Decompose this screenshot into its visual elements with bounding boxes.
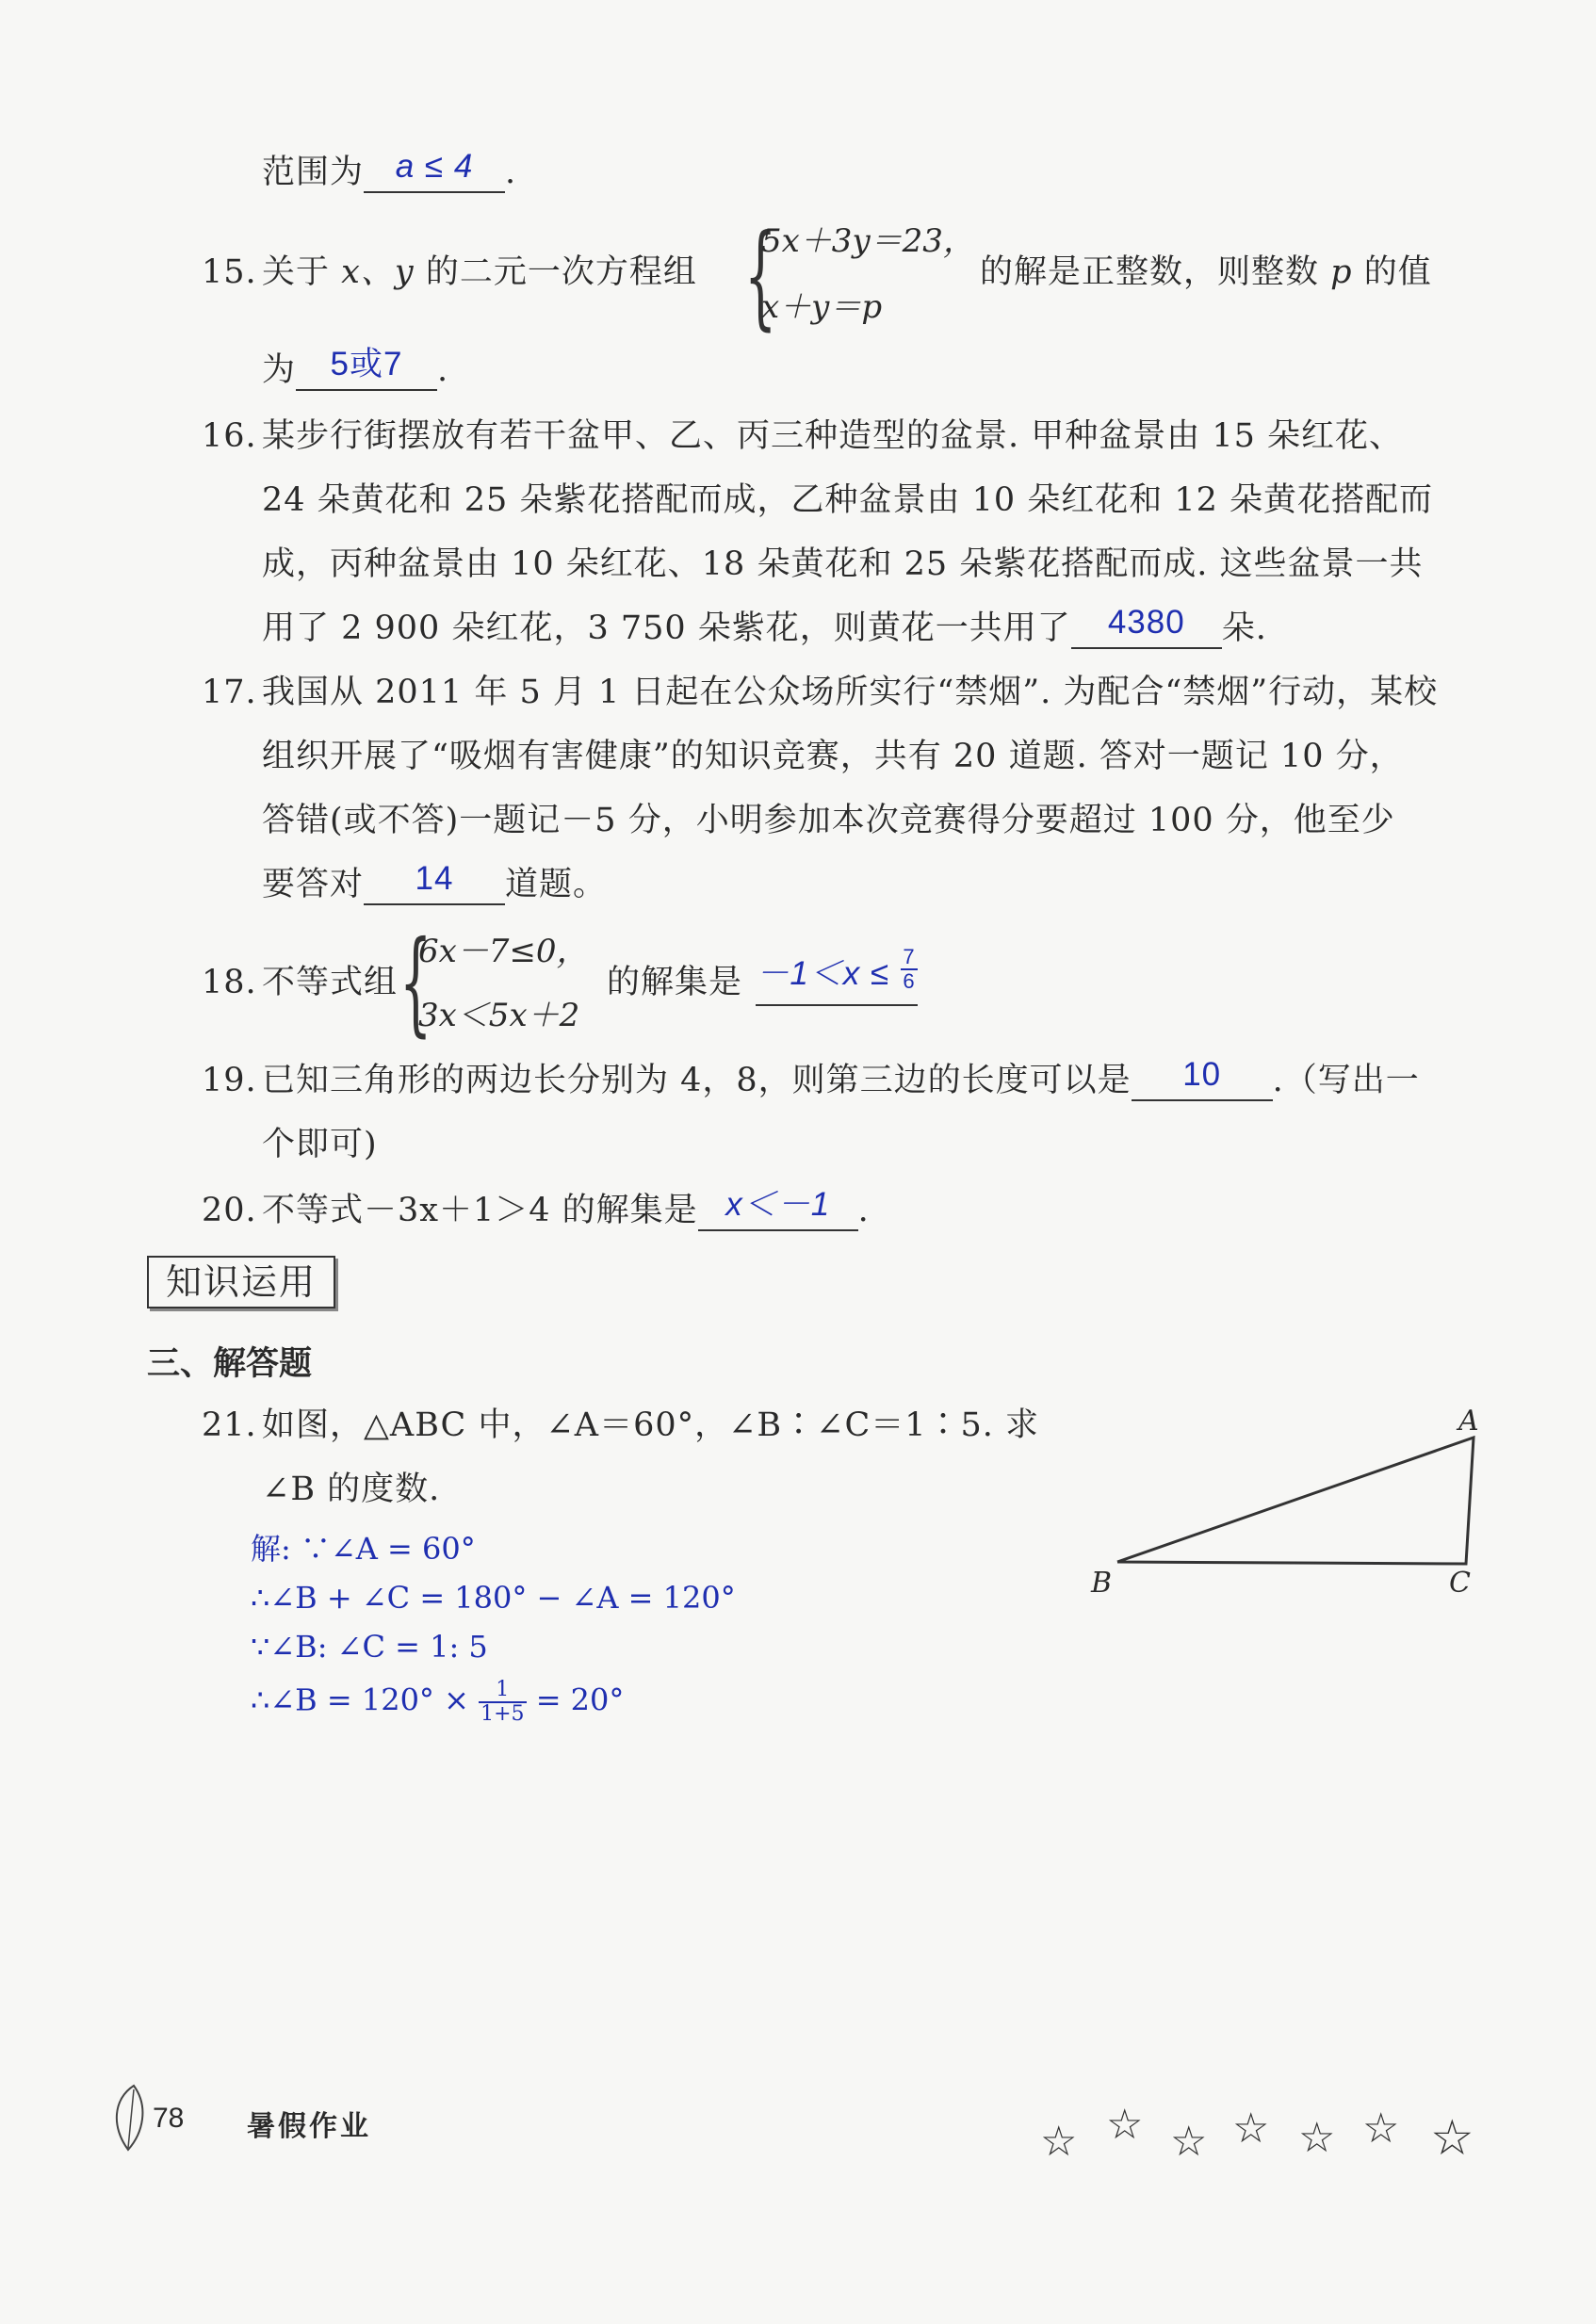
q15-line2-prefix: 为 (262, 351, 297, 389)
q14-answer: a ≤ 4 (395, 148, 474, 185)
q15-p: p (1330, 253, 1353, 291)
q18-text-b: 的解集是 (607, 964, 743, 1001)
star-outline-icon: ☆ (1298, 2114, 1336, 2162)
q15-vars: x、y (341, 253, 415, 291)
q15-line2 (262, 346, 449, 392)
q17-line3: 答错(或不答)一题记－5 分，小明参加本次竞赛得分要超过 100 分，他至少 (262, 802, 1395, 839)
q18-number: 18. (202, 964, 257, 1001)
q21-fraction-den: 1+5 (480, 1702, 525, 1726)
star-outline-icon: ☆ (1362, 2105, 1400, 2153)
q15-brace: { (744, 211, 777, 342)
star-outline-icon: ☆ (1232, 2105, 1270, 2153)
q17-number: 17. (202, 674, 257, 711)
q15-text-b: 的二元一次方程组 (425, 253, 697, 291)
q18-brace: { (399, 918, 432, 1048)
q16-line1: 某步行街摆放有若干盆甲、乙、丙三种造型的盆景. 甲种盆景由 15 朵红花、 (262, 417, 1404, 455)
q17-line2: 组织开展了“吸烟有害健康”的知识竞赛，共有 20 道题. 答对一题记 10 分， (262, 738, 1404, 775)
q21-solution-line2: ∴∠B + ∠C = 180° − ∠A = 120° (251, 1580, 736, 1616)
page-number: 78 (153, 2103, 185, 2134)
q21-line2: ∠B 的度数. (262, 1471, 441, 1508)
q18-eq2: 3x＜5x＋2 (418, 997, 580, 1034)
q16-suffix: 朵. (1221, 609, 1267, 647)
q16-number: 16. (202, 417, 257, 455)
q16-answer-blank (1071, 604, 1222, 649)
q16-line4 (262, 604, 1267, 650)
q15-suffix: . (437, 351, 449, 389)
q17-line4-prefix: 要答对 (262, 866, 365, 903)
q16-line4-prefix: 用了 2 900 朵红花，3 750 朵紫花，则黄花一共用了 (262, 609, 1071, 647)
q15-number: 15. (202, 253, 257, 291)
q19-line1-suffix: .（写出一 (1272, 1062, 1420, 1099)
q20-answer-blank (698, 1186, 858, 1231)
q19-line1 (262, 1056, 1420, 1102)
q18-fraction-num: 7 (903, 945, 916, 968)
vertex-label-b: B (1091, 1567, 1114, 1600)
q14-prefix: 范围为 (262, 154, 365, 191)
q21-solution-line3: ∵∠B: ∠C = 1: 5 (251, 1629, 488, 1665)
q18-fraction-den: 6 (903, 969, 916, 993)
q20-number: 20. (202, 1192, 257, 1229)
q21-solution-line4 (251, 1679, 624, 1726)
q15-text-a-label: 关于 (262, 253, 331, 291)
q14-suffix: . (505, 154, 517, 191)
star-outline-icon: ☆ (1040, 2118, 1078, 2166)
q15-text-d: 的值 (1363, 253, 1432, 291)
q17-answer-blank (364, 860, 505, 905)
q21-fraction-num: 1 (479, 1679, 526, 1703)
q19-answer: 10 (1182, 1056, 1222, 1093)
q17-line1: 我国从 2011 年 5 月 1 日起在公众场所实行“禁烟”. 为配合“禁烟”行动，某校 (262, 674, 1439, 711)
q20-text: 不等式－3x＋1＞4 的解集是 (262, 1192, 698, 1229)
q18-answer-underline (756, 945, 918, 1006)
q16-line2: 24 朵黄花和 25 朵紫花搭配而成，乙种盆景由 10 朵红花和 12 朵黄花搭配而 (262, 481, 1434, 519)
q15-eq1: 5x＋3y＝23， (761, 222, 975, 260)
part3-heading: 三、解答题 (147, 1345, 313, 1383)
section-title-box: 知识运用 (147, 1256, 335, 1308)
q17-line4 (262, 860, 608, 906)
q18-answer-blank (756, 945, 918, 1006)
q17-suffix: 道题。 (505, 866, 608, 903)
q20-line (262, 1186, 870, 1232)
q14-line (262, 148, 517, 194)
q19-answer-blank (1132, 1056, 1273, 1101)
q14-answer-blank (364, 148, 505, 193)
q18-eq1: 6x－7≤0， (418, 933, 589, 970)
q21-number: 21. (202, 1406, 257, 1444)
q16-line3: 成，丙种盆景由 10 朵红花、18 朵黄花和 25 朵紫花搭配而成. 这些盆景一共 (262, 545, 1424, 583)
star-outline-icon: ☆ (1430, 2110, 1474, 2167)
q21-solution-fraction (479, 1679, 526, 1726)
vertex-label-a: A (1458, 1405, 1480, 1438)
q19-number: 19. (202, 1062, 257, 1099)
q20-suffix: . (857, 1192, 870, 1229)
q20-answer: x＜－1 (725, 1186, 831, 1223)
q15-answer-blank (296, 346, 437, 391)
q15-eq2: x＋y＝p (761, 288, 883, 326)
q15-text-c-label: 的解是正整数，则整数 (980, 253, 1320, 291)
q18-text-a: 不等式组 (262, 964, 399, 1001)
q18-answer: －1＜x ≤ (756, 954, 890, 992)
footer-title: 暑假作业 (247, 2110, 371, 2143)
q21-solution-line1: 解: ∵∠A = 60° (251, 1531, 476, 1567)
q21-line1: 如图，△ABC 中，∠A＝60°，∠B∶∠C＝1∶5. 求 (262, 1406, 1040, 1444)
star-outline-icon: ☆ (1106, 2101, 1144, 2149)
q15-answer: 5或7 (330, 346, 403, 382)
q15-text-c (980, 251, 1432, 294)
q21-solution-line4-suffix: = 20° (535, 1682, 625, 1718)
q17-answer: 14 (415, 860, 454, 897)
q19-line2: 个即可) (262, 1126, 378, 1163)
triangle-outline (1117, 1438, 1474, 1564)
star-outline-icon: ☆ (1170, 2118, 1208, 2166)
q19-line1-prefix: 已知三角形的两边长分别为 4，8，则第三边的长度可以是 (262, 1062, 1132, 1099)
q18-answer-fraction (901, 945, 917, 999)
q21-solution-line4-prefix: ∴∠B = 120° × (251, 1682, 469, 1718)
q15-text-a (262, 251, 697, 294)
vertex-label-c: C (1449, 1567, 1472, 1600)
q16-answer: 4380 (1107, 604, 1185, 641)
triangle-abc-figure (1074, 1394, 1507, 1611)
